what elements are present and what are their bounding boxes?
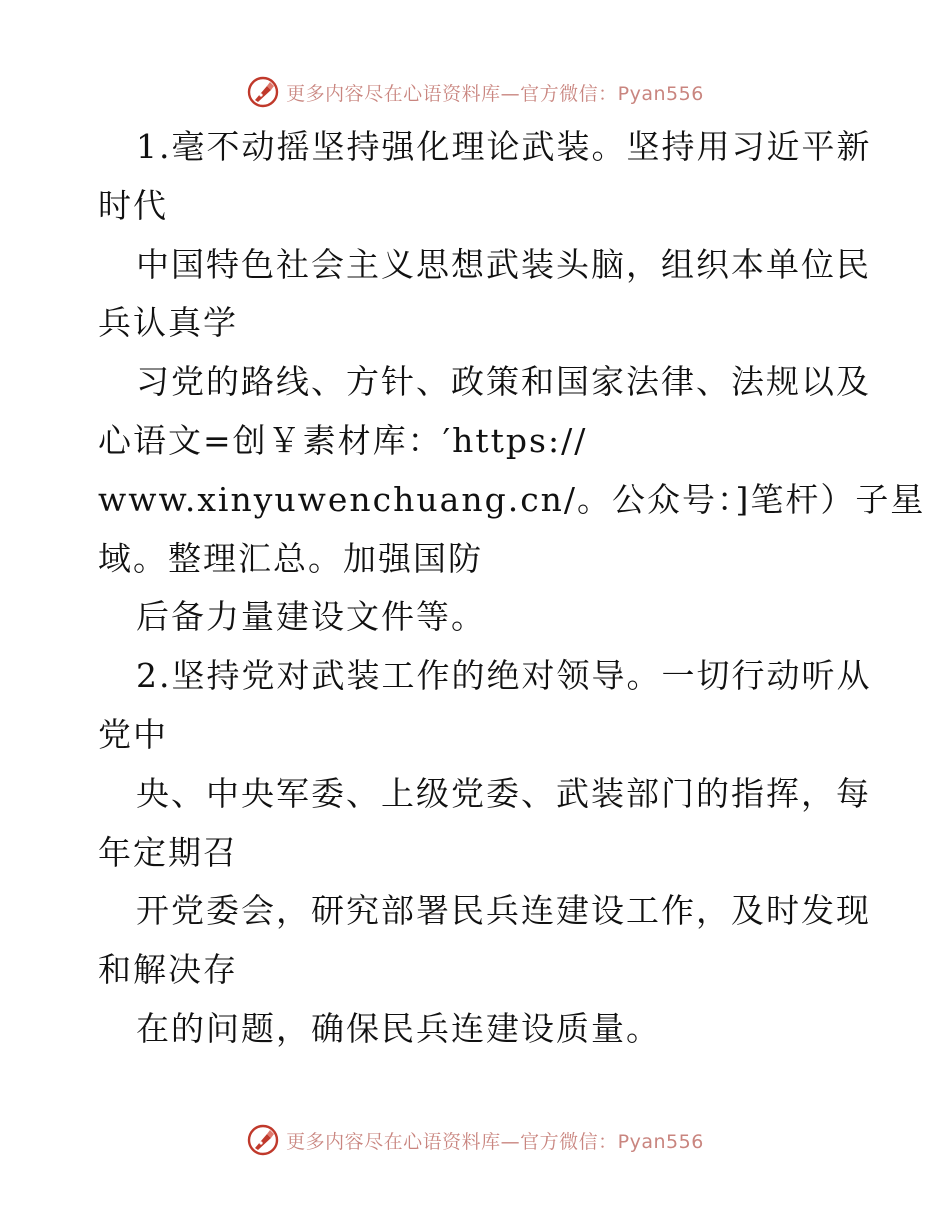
text-line: www.xinyuwenchuang.cn/。公众号：]笔杆）子星	[98, 479, 926, 519]
text-line: 和解决存	[98, 950, 238, 990]
text-line: 中国特色社会主义思想武装头脑，组织本单位民	[136, 244, 871, 284]
text-line: 2.坚持党对武装工作的绝对领导。一切行动听从	[136, 656, 872, 696]
banner-text: 更多内容尽在心语资料库—官方微信：Pyan556	[286, 1130, 704, 1153]
text-line: 1.毫不动摇坚持强化理论武装。坚持用习近平新	[136, 127, 872, 166]
text-line: 党中	[98, 714, 168, 754]
text-line: 年定期召	[98, 832, 238, 872]
text-line: 习党的路线、方针、政策和国家法律、法规以及	[136, 362, 871, 402]
text-line: 域。整理汇总。加强国防	[98, 538, 483, 578]
text-line: 后备力量建设文件等。	[136, 597, 486, 637]
text-line: 心语文=创￥素材库：′https://	[98, 420, 588, 460]
text-line: 央、中央军委、上级党委、武装部门的指挥，每	[136, 773, 871, 813]
pen-nib-logo-icon	[246, 1123, 280, 1157]
header-watermark-banner	[0, 72, 950, 112]
document-body	[98, 118, 926, 1059]
footer-watermark-banner	[0, 1120, 950, 1160]
text-line: 开党委会，研究部署民兵连建设工作，及时发现	[136, 891, 871, 931]
pen-nib-logo-icon	[246, 75, 280, 109]
banner-text: 更多内容尽在心语资料库—官方微信：Pyan556	[286, 82, 704, 105]
text-line: 在的问题，确保民兵连建设质量。	[136, 1008, 661, 1048]
text-line: 兵认真学	[98, 303, 238, 343]
text-line: 时代	[98, 185, 168, 225]
